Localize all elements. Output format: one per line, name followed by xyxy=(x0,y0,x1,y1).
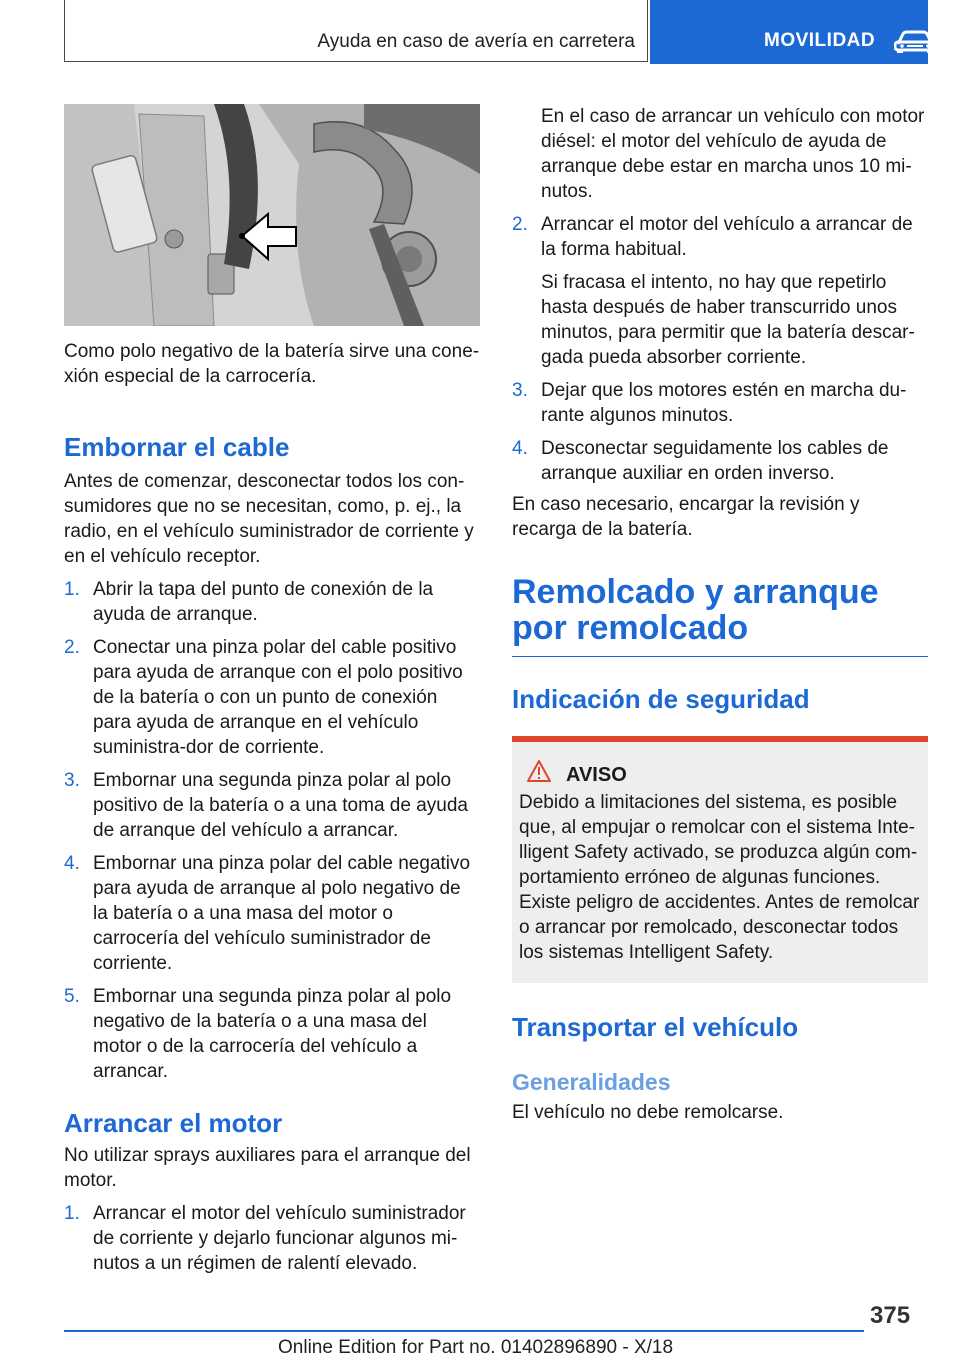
continued-text: En el caso de arrancar un vehículo con motor diésel: el motor del vehículo de ayuda de arranque debe estar en marcha unos 10 mi-nutos. xyxy=(541,106,925,202)
list-item xyxy=(64,984,480,1084)
chapter-badge-label: MOVILIDAD xyxy=(764,30,876,51)
engine-bay-illustration xyxy=(64,104,480,326)
procedure-list xyxy=(64,577,480,1084)
list-item xyxy=(512,436,928,486)
section-intro: No utilizar sprays auxiliares para el arranque del motor. xyxy=(64,1145,471,1191)
section-intro: Antes de comenzar, desconectar todos los con-sumidores que no se necesitan, como, p. ej., la radio, en el vehículo suministrador de corriente y en el vehículo receptor. xyxy=(64,471,474,567)
left-column xyxy=(64,104,480,1276)
page-header xyxy=(64,0,928,64)
section-header xyxy=(64,0,648,62)
warning-text: Debido a limitaciones del sistema, es posible que, al empujar o remolcar con el sistema Inte-lligent Safety activado, se produzca algún com-portamiento erróneo de algunas funciones. Existe peligro de accidentes. Antes de remolcar o arrancar por remolcado, desconectar todos los sistemas Intelligent Safety. xyxy=(519,792,920,963)
edition-text: Online Edition for Part no. 01402896890 - X/18 xyxy=(278,1337,674,1358)
section-heading-embornar: Embornar el cable xyxy=(64,432,290,462)
list-item xyxy=(512,378,928,428)
list-item xyxy=(64,768,480,843)
warning-header xyxy=(519,760,922,790)
step-number: 2. xyxy=(64,637,80,658)
step-text: Embornar una segunda pinza polar al polo negativo de la batería o a una masa del motor o de la carrocería del vehículo a arrancar. xyxy=(93,986,452,1082)
step-text: Arrancar el motor del vehículo suministrador de corriente y dejarlo funcionar algunos mi-nutos a un régimen de ralentí elevado. xyxy=(93,1203,466,1274)
general-text: El vehículo no debe remolcarse. xyxy=(512,1102,784,1123)
step-number: 1. xyxy=(64,579,80,600)
transport-heading: Transportar el vehículo xyxy=(512,1012,799,1042)
list-item xyxy=(64,635,480,760)
list-item xyxy=(64,577,480,627)
engine-bay-drawing xyxy=(64,104,480,326)
chapter-divider xyxy=(512,656,928,657)
figure-caption: Como polo negativo de la batería sirve una cone-xión especial de la carrocería. xyxy=(64,341,480,387)
section-heading-arrancar: Arrancar el motor xyxy=(64,1108,283,1138)
general-subheading: Generalidades xyxy=(512,1069,671,1095)
step-text: Embornar una segunda pinza polar al polo positivo de la batería o a una toma de ayuda de arranque del vehículo a arrancar. xyxy=(93,770,468,841)
section-title: Ayuda en caso de avería en carretera xyxy=(317,31,635,52)
warning-box xyxy=(512,736,928,983)
step-text: Embornar una pinza polar del cable negativo para ayuda de arranque al polo negativo de la batería o a una masa del motor o carrocería del vehículo suministrador de corriente. xyxy=(93,853,471,974)
list-item xyxy=(64,851,480,976)
list-item xyxy=(512,212,928,370)
step-number: 3. xyxy=(64,770,80,791)
step-subtext: Si fracasa el intento, no hay que repetirlo hasta después de haber transcurrido unos minutos, para permitir que la batería descar-gada pueda absorber corriente. xyxy=(541,272,915,368)
warning-label: AVISO xyxy=(566,764,627,786)
procedure-list xyxy=(64,1201,480,1276)
list-item xyxy=(64,1201,480,1276)
step-number: 3. xyxy=(512,380,528,401)
chapter-title: Remolcado y arranque por remolcado xyxy=(512,573,879,647)
step-number: 4. xyxy=(64,853,80,874)
car-icon xyxy=(894,30,936,54)
safety-heading: Indicación de seguridad xyxy=(512,684,810,714)
step-text: Dejar que los motores estén en marcha du-rante algunos minutos. xyxy=(541,380,907,426)
closing-text: En caso necesario, encargar la revisión y recarga de la batería. xyxy=(512,494,860,540)
chapter-badge xyxy=(650,0,928,64)
step-number: 2. xyxy=(512,214,528,235)
step-text: Abrir la tapa del punto de conexión de la ayuda de arranque. xyxy=(93,579,434,625)
step-text: Conectar una pinza polar del cable positivo para ayuda de arranque con el polo positivo de la batería o con un punto de conexión para ayuda de arranque en el vehículo suministra-dor de corriente. xyxy=(93,637,463,758)
warning-triangle-icon xyxy=(527,760,551,782)
right-column xyxy=(512,104,928,1125)
procedure-list xyxy=(512,212,928,486)
page-number: 375 xyxy=(870,1302,911,1329)
step-number: 5. xyxy=(64,986,80,1007)
step-text: Arrancar el motor del vehículo a arrancar de la forma habitual. xyxy=(541,214,913,260)
step-text: Desconectar seguidamente los cables de arranque auxiliar en orden inverso. xyxy=(541,438,889,484)
step-number: 1. xyxy=(64,1203,80,1224)
footer-divider xyxy=(64,1330,864,1332)
step-number: 4. xyxy=(512,438,528,459)
